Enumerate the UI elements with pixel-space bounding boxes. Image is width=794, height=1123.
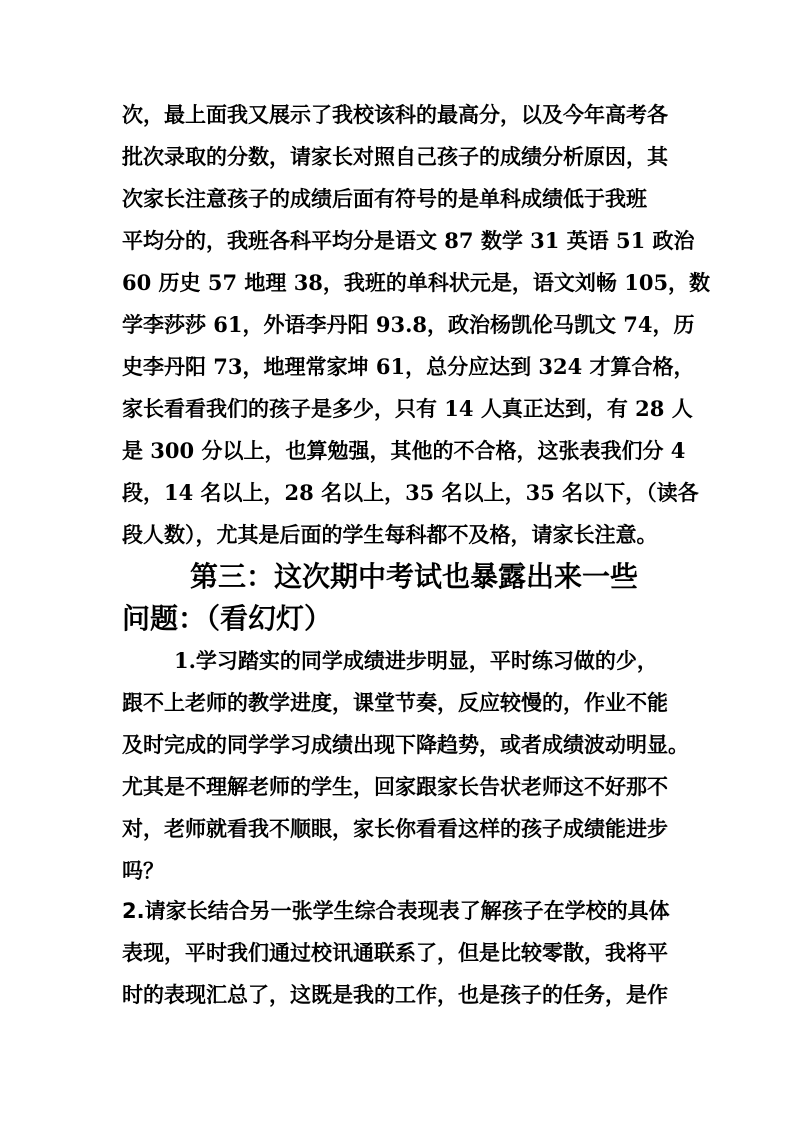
paragraph-problem-1	[122, 640, 689, 892]
heading-line: 第三：这次期中考试也暴露出来一些	[190, 560, 639, 593]
paragraph-problem-2	[122, 890, 682, 1016]
text-line: 60 历史 57 地理 38，我班的单科状元是，语文刘畅 105，数	[122, 270, 711, 295]
text-line: 是 300 分以上，也算勉强，其他的不合格，这张表我们分 4	[122, 438, 686, 463]
text-line: 段人数），尤其是后面的学生每科都不及格，请家长注意。	[122, 522, 658, 547]
text-line: 段，14 名以上，28 名以上，35 名以上，35 名以下，（读各	[122, 480, 699, 505]
text-line: 及时完成的同学学习成绩出现下降趋势，或者成绩波动明显。	[122, 732, 689, 757]
text-line: 次家长注意孩子的成绩后面有符号的是单科成绩低于我班	[122, 186, 647, 211]
text-line: 家长看看我们的孩子是多少，只有 14 人真正达到，有 28 人	[122, 396, 693, 421]
text-line: 次，最上面我又展示了我校该科的最高分，以及今年高考各	[122, 102, 668, 127]
text-line: 尤其是不理解老师的学生，回家跟家长告状老师这不好那不	[122, 774, 668, 799]
text-line: 史李丹阳 73，地理常家坤 61，总分应达到 324 才算合格，	[122, 354, 695, 379]
text-line: 表现，平时我们通过校讯通联系了，但是比较零散，我将平	[122, 940, 668, 965]
text-line	[122, 890, 682, 932]
list-number: 2.	[122, 899, 145, 923]
paragraph-score-analysis	[122, 94, 711, 556]
text-line: 吗？	[122, 858, 164, 883]
text-line: 时的表现汇总了，这既是我的工作，也是孩子的任务，是作	[122, 982, 668, 1007]
text-line: 跟不上老师的教学进度，课堂节奏，反应较慢的，作业不能	[122, 690, 668, 715]
text-line: 批次录取的分数，请家长对照自己孩子的成绩分析原因，其	[122, 144, 668, 169]
text-line-content: 请家长结合另一张学生综合表现表了解孩子在学校的具体	[144, 898, 670, 923]
text-line: 对，老师就看我不顺眼，家长你看看这样的孩子成绩能进步	[122, 816, 668, 841]
heading-line: 问题：（看幻灯）	[122, 602, 333, 635]
text-line: 平均分的，我班各科平均分是语文 87 数学 31 英语 51 政治	[122, 228, 695, 253]
text-line: 1.学习踏实的同学成绩进步明显，平时练习做的少，	[174, 648, 658, 673]
section-heading	[122, 556, 682, 640]
text-line: 学李莎莎 61，外语李丹阳 93.8，政治杨凯伦马凯文 74，历	[122, 312, 695, 337]
